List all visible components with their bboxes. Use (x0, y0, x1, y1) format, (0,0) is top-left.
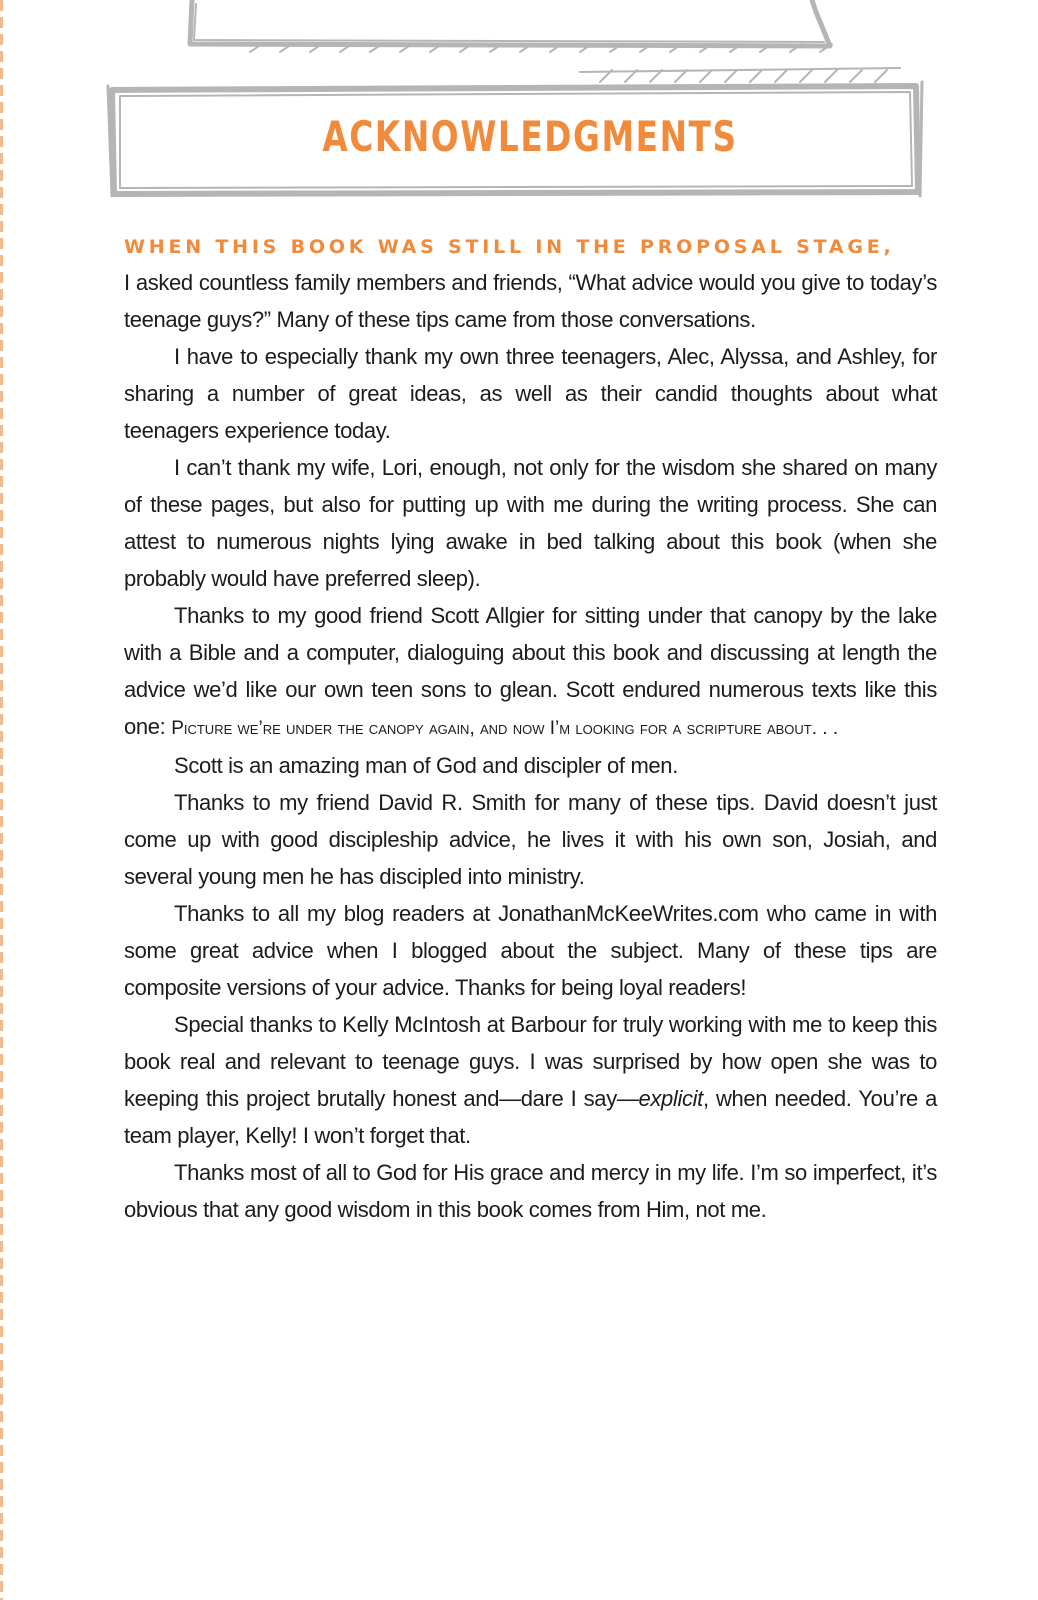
paragraph-7 (124, 895, 937, 1006)
paragraph-text: Thanks most of all to God for His grace and mercy in my life. I’m so imperfect, it’s obvious that any good wisdom in this book comes from Him, not me. (124, 1160, 937, 1222)
paragraph-text: Thanks to my good friend Scott Allgier for sitting under that canopy by the lake with a Bible and a computer, dialoguing about this book and discussing at length the advice we’d like our own teen sons to glean. Scott endured numerous texts like this one: (124, 603, 937, 739)
paragraph-text: I can’t thank my wife, Lori, enough, not only for the wisdom she shared on many of these pages, but also for putting up with me during the writing process. She can attest to numerous nights lying awake in bed talking about this book (when she probably would have preferred sleep). (124, 455, 937, 591)
title-banner-frame (0, 0, 1038, 210)
paragraph-1 (124, 230, 937, 338)
paragraph-text: Special thanks to Kelly McIntosh at Barbour for truly working with me to keep this book real and relevant to teenage guys. I was surprised by how open she was to keeping this project brutally honest and—dare I say— (124, 1012, 937, 1111)
paragraph-text: , when needed. You’re a team player, Kelly! I won’t forget that. (124, 1086, 938, 1148)
paragraph-8 (124, 1006, 937, 1154)
paragraph-5 (124, 747, 937, 784)
emphasized-word: explicit (638, 1086, 703, 1111)
paragraph-text: I asked countless family members and friends, “What advice would you give to today’s teenage guys?” Many of these tips came from those conversations. (124, 270, 937, 332)
paragraph-6 (124, 784, 937, 895)
paragraph-3 (124, 449, 937, 597)
paragraph-text: I have to especially thank my own three teenagers, Alec, Alyssa, and Ashley, for sharing a number of great ideas, as well as their candid thoughts about what teenagers experience today. (124, 344, 937, 443)
paragraph-text: Scott is an amazing man of God and discipler of men. (174, 753, 678, 778)
paragraph-4 (124, 597, 937, 747)
paragraph-2 (124, 338, 937, 449)
paragraph-text: Thanks to all my blog readers at JonathanMcKeeWrites.com who came in with some great advice when I blogged about the subject. Many of these tips are composite versions of your advice. Thanks for being loyal readers! (124, 901, 937, 1000)
paragraph-9 (124, 1154, 937, 1228)
page-title: ACKNOWLEDGMENTS (322, 112, 738, 161)
opening-lead-in: WHEN THIS BOOK WAS STILL IN THE PROPOSAL STAGE, (124, 236, 895, 258)
paragraph-text: Thanks to my friend David R. Smith for many of these tips. David doesn’t just come up with good discipleship advice, he lives it with his own son, Josiah, and several young men he has discipled into ministry. (124, 790, 937, 889)
acknowledgments-body (124, 230, 937, 1228)
margin-dashed-rule (0, 0, 3, 1600)
quoted-text-message: Picture we’re under the canopy again, and now I’m looking for a scripture about. . . (171, 718, 839, 739)
